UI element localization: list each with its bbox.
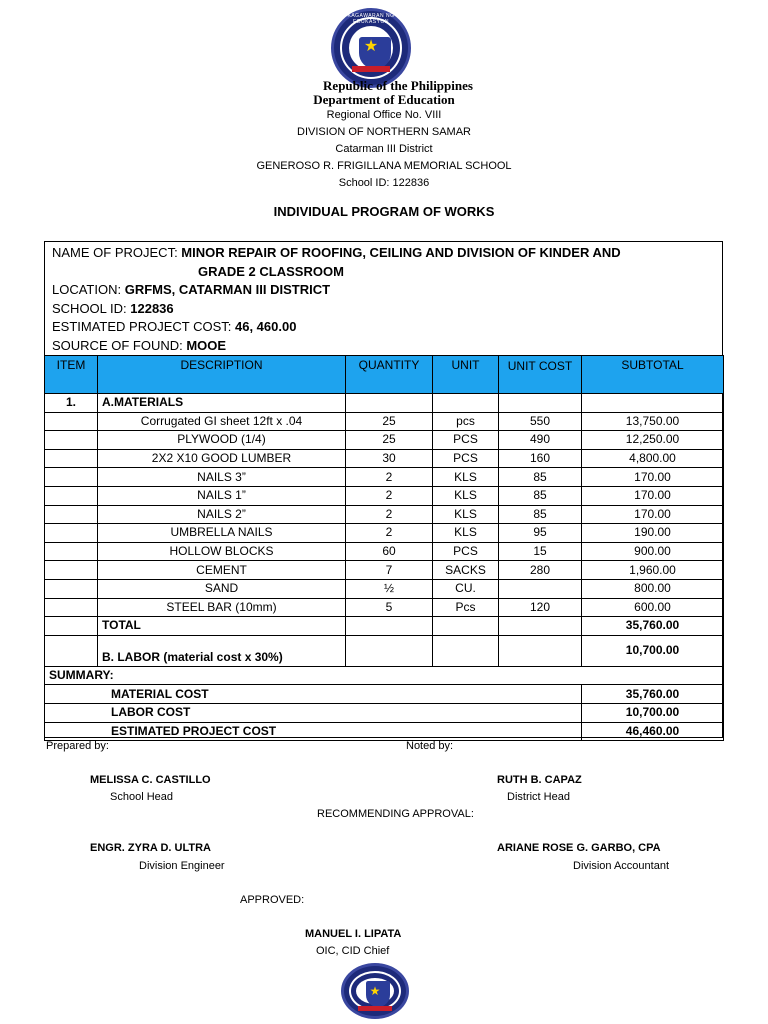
table-row bbox=[45, 412, 724, 431]
row-unit-cost: 85 bbox=[499, 468, 582, 487]
summary-label: SUMMARY: bbox=[45, 666, 724, 685]
project-name-cont: GRADE 2 CLASSROOM bbox=[198, 264, 344, 279]
recommending-label: RECOMMENDING APPROVAL: bbox=[317, 808, 474, 820]
total-unit bbox=[433, 617, 499, 636]
summary-item-value: 46,460.00 bbox=[582, 722, 724, 741]
row-unit-cost: 85 bbox=[499, 505, 582, 524]
row-item bbox=[45, 561, 98, 580]
row-quantity: 25 bbox=[346, 431, 433, 450]
row-item bbox=[45, 486, 98, 505]
total-value: 35,760.00 bbox=[582, 617, 724, 636]
row-unit: CU. bbox=[433, 579, 499, 598]
table-row bbox=[45, 505, 724, 524]
total-qty bbox=[346, 617, 433, 636]
region-line: Regional Office No. VIII bbox=[326, 109, 442, 121]
row-item bbox=[45, 505, 98, 524]
row-subtotal: 13,750.00 bbox=[582, 412, 724, 431]
engineer-title: Division Engineer bbox=[139, 860, 225, 872]
row-unit-cost: 160 bbox=[499, 449, 582, 468]
row-unit-cost bbox=[499, 579, 582, 598]
deped-seal-top: KAGAWARAN NG EDUKASYON ★ bbox=[331, 8, 411, 88]
section-label: A.MATERIALS bbox=[98, 394, 346, 413]
row-unit-cost: 280 bbox=[499, 561, 582, 580]
summary-header-row bbox=[45, 666, 724, 685]
total-cost bbox=[499, 617, 582, 636]
table-row bbox=[45, 561, 724, 580]
row-quantity: 25 bbox=[346, 412, 433, 431]
summary-item-value: 10,700.00 bbox=[582, 703, 724, 722]
labor-cost bbox=[499, 635, 582, 666]
table-header-row bbox=[45, 356, 724, 394]
row-quantity: 30 bbox=[346, 449, 433, 468]
table-row bbox=[45, 542, 724, 561]
school-line: GENEROSO R. FRIGILLANA MEMORIAL SCHOOL bbox=[256, 160, 512, 172]
row-subtotal: 800.00 bbox=[582, 579, 724, 598]
noted-by-label: Noted by: bbox=[406, 740, 454, 752]
row-quantity: 7 bbox=[346, 561, 433, 580]
row-subtotal: 1,960.00 bbox=[582, 561, 724, 580]
row-description: PLYWOOD (1/4) bbox=[98, 431, 346, 450]
section-row bbox=[45, 394, 724, 413]
section-item: 1. bbox=[45, 394, 98, 413]
summary-item-label: ESTIMATED PROJECT COST bbox=[45, 722, 582, 741]
col-quantity: QUANTITY bbox=[346, 356, 433, 394]
row-unit: PCS bbox=[433, 449, 499, 468]
row-unit-cost: 550 bbox=[499, 412, 582, 431]
col-item: ITEM bbox=[45, 356, 98, 394]
row-subtotal: 170.00 bbox=[582, 486, 724, 505]
row-item bbox=[45, 579, 98, 598]
labor-unit bbox=[433, 635, 499, 666]
row-description: Corrugated GI sheet 12ft x .04 bbox=[98, 412, 346, 431]
preparer-title: School Head bbox=[110, 791, 173, 803]
summary-row bbox=[45, 722, 724, 741]
row-subtotal: 170.00 bbox=[582, 505, 724, 524]
row-quantity: ½ bbox=[346, 579, 433, 598]
row-quantity: 5 bbox=[346, 598, 433, 617]
row-item bbox=[45, 598, 98, 617]
row-unit: KLS bbox=[433, 505, 499, 524]
program-table bbox=[44, 355, 724, 741]
total-item bbox=[45, 617, 98, 636]
row-subtotal: 4,800.00 bbox=[582, 449, 724, 468]
row-description: STEEL BAR (10mm) bbox=[98, 598, 346, 617]
row-quantity: 2 bbox=[346, 524, 433, 543]
total-row bbox=[45, 617, 724, 636]
table-row bbox=[45, 524, 724, 543]
noter-name: RUTH B. CAPAZ bbox=[497, 774, 582, 786]
project-school-id: SCHOOL ID: 122836 bbox=[52, 301, 174, 316]
prepared-by-label: Prepared by: bbox=[46, 740, 109, 752]
summary-row bbox=[45, 685, 724, 704]
approver-title: OIC, CID Chief bbox=[316, 945, 390, 957]
table-row bbox=[45, 468, 724, 487]
table-row bbox=[45, 598, 724, 617]
approved-label: APPROVED: bbox=[240, 894, 305, 906]
row-item bbox=[45, 542, 98, 561]
row-subtotal: 170.00 bbox=[582, 468, 724, 487]
row-unit: Pcs bbox=[433, 598, 499, 617]
col-unit: UNIT bbox=[433, 356, 499, 394]
row-unit: KLS bbox=[433, 486, 499, 505]
table-row bbox=[45, 579, 724, 598]
row-item bbox=[45, 431, 98, 450]
row-quantity: 2 bbox=[346, 505, 433, 524]
row-unit-cost: 85 bbox=[499, 486, 582, 505]
row-subtotal: 12,250.00 bbox=[582, 431, 724, 450]
row-unit: KLS bbox=[433, 468, 499, 487]
labor-item bbox=[45, 635, 98, 666]
row-unit-cost: 120 bbox=[499, 598, 582, 617]
labor-qty bbox=[346, 635, 433, 666]
district-line: Catarman III District bbox=[335, 143, 433, 155]
row-item bbox=[45, 412, 98, 431]
republic-line: Republic of the Philippines bbox=[323, 78, 473, 93]
row-subtotal: 600.00 bbox=[582, 598, 724, 617]
project-cost: ESTIMATED PROJECT COST: 46, 460.00 bbox=[52, 319, 297, 334]
row-unit: SACKS bbox=[433, 561, 499, 580]
row-description: SAND bbox=[98, 579, 346, 598]
row-quantity: 60 bbox=[346, 542, 433, 561]
table-row bbox=[45, 449, 724, 468]
summary-row bbox=[45, 703, 724, 722]
row-unit: KLS bbox=[433, 524, 499, 543]
row-description: UMBRELLA NAILS bbox=[98, 524, 346, 543]
row-unit-cost: 490 bbox=[499, 431, 582, 450]
table-row bbox=[45, 486, 724, 505]
accountant-name: ARIANE ROSE G. GARBO, CPA bbox=[497, 842, 661, 854]
summary-item-label: LABOR COST bbox=[45, 703, 582, 722]
row-description: CEMENT bbox=[98, 561, 346, 580]
preparer-name: MELISSA C. CASTILLO bbox=[90, 774, 211, 786]
school-id-line: School ID: 122836 bbox=[338, 177, 430, 189]
page-title: INDIVIDUAL PROGRAM OF WORKS bbox=[273, 204, 495, 219]
project-source: SOURCE OF FOUND: MOOE bbox=[52, 338, 227, 353]
row-item bbox=[45, 468, 98, 487]
summary-item-label: MATERIAL COST bbox=[45, 685, 582, 704]
row-unit: pcs bbox=[433, 412, 499, 431]
noter-title: District Head bbox=[507, 791, 570, 803]
summary-item-value: 35,760.00 bbox=[582, 685, 724, 704]
approver-name: MANUEL I. LIPATA bbox=[305, 928, 402, 940]
row-item bbox=[45, 449, 98, 468]
labor-label: B. LABOR (material cost x 30%) bbox=[98, 635, 346, 666]
row-item bbox=[45, 524, 98, 543]
row-quantity: 2 bbox=[346, 486, 433, 505]
engineer-name: ENGR. ZYRA D. ULTRA bbox=[90, 842, 211, 854]
deped-seal-bottom: ★ bbox=[341, 963, 409, 1019]
row-unit-cost: 95 bbox=[499, 524, 582, 543]
accountant-title: Division Accountant bbox=[573, 860, 669, 872]
row-quantity: 2 bbox=[346, 468, 433, 487]
row-description: NAILS 2” bbox=[98, 505, 346, 524]
labor-value: 10,700.00 bbox=[582, 635, 724, 666]
row-unit: PCS bbox=[433, 542, 499, 561]
labor-row bbox=[45, 635, 724, 666]
row-description: 2X2 X10 GOOD LUMBER bbox=[98, 449, 346, 468]
department-line: Department of Education bbox=[313, 92, 455, 107]
row-subtotal: 900.00 bbox=[582, 542, 724, 561]
row-description: NAILS 3” bbox=[98, 468, 346, 487]
row-subtotal: 190.00 bbox=[582, 524, 724, 543]
col-unit-cost: UNIT COST bbox=[499, 356, 582, 394]
table-row bbox=[45, 431, 724, 450]
total-label: TOTAL bbox=[98, 617, 346, 636]
col-description: DESCRIPTION bbox=[98, 356, 346, 394]
row-unit: PCS bbox=[433, 431, 499, 450]
project-location: LOCATION: GRFMS, CATARMAN III DISTRICT bbox=[52, 282, 331, 297]
division-line: DIVISION OF NORTHERN SAMAR bbox=[297, 126, 471, 138]
col-subtotal: SUBTOTAL bbox=[582, 356, 724, 394]
project-name: NAME OF PROJECT: MINOR REPAIR OF ROOFING, CEILING AND DIVISION OF KINDER AND bbox=[52, 245, 621, 260]
row-description: NAILS 1” bbox=[98, 486, 346, 505]
row-unit-cost: 15 bbox=[499, 542, 582, 561]
row-description: HOLLOW BLOCKS bbox=[98, 542, 346, 561]
seal-ring-text: KAGAWARAN NG EDUKASYON bbox=[347, 13, 395, 25]
